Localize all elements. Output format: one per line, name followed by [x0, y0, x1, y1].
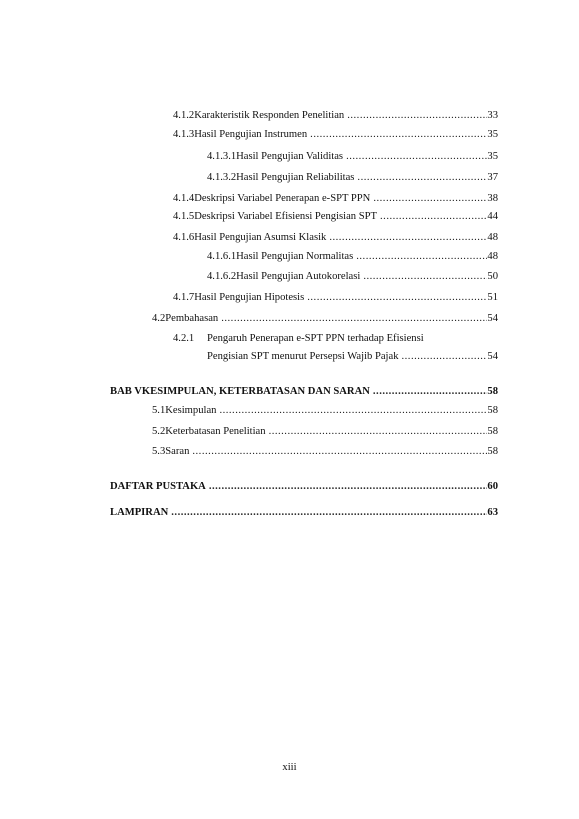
- toc-entry-number: 4.1.3.1: [207, 151, 237, 162]
- toc-entry-title: Saran: [165, 446, 190, 457]
- toc-entry-number: 4.1.6.2: [207, 271, 237, 282]
- toc-entry-title: KESIMPULAN, KETERBATASAN DAN SARAN: [141, 386, 370, 397]
- toc-entry-title: Deskripsi Variabel Penerapan e-SPT PPN: [194, 193, 371, 204]
- toc-entry-title: Hasil Pengujian Asumsi Klasik: [194, 232, 327, 243]
- toc-dot-leader: [377, 210, 487, 224]
- toc-dot-leader: [354, 171, 487, 185]
- toc-entry-page: 58: [487, 386, 498, 397]
- toc-entry-number: BAB V: [110, 386, 142, 397]
- toc-entry-number: 4.2.1: [173, 333, 195, 344]
- toc-entry-page: 44: [487, 211, 498, 222]
- toc-entry-page: 35: [487, 151, 498, 162]
- toc-entry-page: 38: [487, 193, 498, 204]
- toc-entry-page: 63: [487, 507, 498, 518]
- toc-entry-title: Hasil Pengujian Instrumen: [194, 129, 308, 140]
- toc-entry: [173, 332, 424, 346]
- toc-entry: [173, 291, 498, 305]
- toc-entry-number: 4.1.6: [173, 232, 195, 243]
- toc-dot-leader: [370, 192, 487, 206]
- toc-entry-continuation: [207, 350, 498, 364]
- toc-dot-leader: [216, 404, 487, 418]
- toc-dot-leader: [168, 506, 487, 520]
- toc-entry: [173, 128, 498, 142]
- toc-entry-number: 5.3: [152, 446, 166, 457]
- toc-dot-leader: [189, 445, 487, 459]
- toc-entry-title: Keterbatasan Penelitian: [165, 426, 266, 437]
- toc-entry: [152, 404, 498, 418]
- toc-entry: [173, 210, 498, 224]
- toc-entry: [152, 445, 498, 459]
- toc-chapter-entry: [110, 385, 498, 399]
- toc-entry: [207, 150, 498, 164]
- toc-entry-page: 60: [487, 481, 498, 492]
- toc-entry: [207, 250, 498, 264]
- toc-entry-number: 5.2: [152, 426, 166, 437]
- toc-entry-number: 4.1.3: [173, 129, 195, 140]
- toc-dot-leader: [206, 480, 488, 494]
- toc-entry-title: LAMPIRAN: [110, 507, 169, 518]
- toc-dot-leader: [360, 270, 487, 284]
- toc-entry-title: Pembahasan: [165, 313, 219, 324]
- toc-chapter-entry: [110, 480, 498, 494]
- toc-dot-leader: [326, 231, 487, 245]
- toc-entry-number: 4.1.5: [173, 211, 195, 222]
- toc-dot-leader: [370, 385, 488, 399]
- toc-entry-number: 4.2: [152, 313, 166, 324]
- toc-chapter-entry: [110, 506, 498, 520]
- toc-entry-page: 50: [487, 271, 498, 282]
- toc-entry-page: 58: [487, 426, 498, 437]
- toc-entry: [173, 192, 498, 206]
- toc-entry-title: DAFTAR PUSTAKA: [110, 481, 206, 492]
- toc-entry: [152, 312, 498, 326]
- toc-entry: [173, 109, 498, 123]
- toc-entry-title: Pengaruh Penerapan e-SPT PPN terhadap Efisiensi: [207, 333, 424, 344]
- toc-entry-page: 48: [487, 232, 498, 243]
- toc-dot-leader: [218, 312, 487, 326]
- toc-entry-page: 58: [487, 405, 498, 416]
- toc-entry-number: 4.1.7: [173, 292, 195, 303]
- toc-entry-page: 51: [487, 292, 498, 303]
- toc-entry-page: 35: [487, 129, 498, 140]
- toc-dot-leader: [353, 250, 487, 264]
- toc-entry: [152, 425, 498, 439]
- toc-dot-leader: [343, 150, 487, 164]
- toc-entry-number: 5.1: [152, 405, 166, 416]
- toc-entry: [173, 231, 498, 245]
- toc-entry-page: 58: [487, 446, 498, 457]
- toc-entry-number: 4.1.3.2: [207, 172, 237, 183]
- toc-entry-page: 33: [487, 110, 498, 121]
- toc-entry-title: Deskripsi Variabel Efisiensi Pengisian SPT: [194, 211, 378, 222]
- toc-entry-number: 4.1.2: [173, 110, 195, 121]
- toc-entry-number: 4.1.4: [173, 193, 195, 204]
- toc-entry-page: 37: [487, 172, 498, 183]
- toc-entry-page: 48: [487, 251, 498, 262]
- toc-dot-leader: [304, 291, 487, 305]
- toc-entry-title: Hasil Pengujian Reliabilitas: [236, 172, 355, 183]
- toc-dot-leader: [399, 350, 488, 364]
- toc-entry-title: Kesimpulan: [165, 405, 217, 416]
- toc-entry-page: 54: [487, 351, 498, 362]
- page-number: xiii: [282, 762, 297, 773]
- toc-dot-leader: [344, 109, 487, 123]
- toc-entry-page: 54: [487, 313, 498, 324]
- toc-entry: [207, 171, 498, 185]
- toc-entry-title: Hasil Pengujian Normalitas: [236, 251, 354, 262]
- toc-entry-title: Hasil Pengujian Autokorelasi: [236, 271, 361, 282]
- toc-dot-leader: [307, 128, 487, 142]
- toc-entry-number: 4.1.6.1: [207, 251, 237, 262]
- toc-dot-leader: [266, 425, 488, 439]
- toc-entry-title: Pengisian SPT menurut Persepsi Wajib Pajak: [207, 351, 399, 362]
- toc-entry-title: Hasil Pengujian Hipotesis: [194, 292, 305, 303]
- toc-entry-title: Karakteristik Responden Penelitian: [194, 110, 345, 121]
- toc-entry-title: Hasil Pengujian Validitas: [236, 151, 344, 162]
- toc-entry: [207, 270, 498, 284]
